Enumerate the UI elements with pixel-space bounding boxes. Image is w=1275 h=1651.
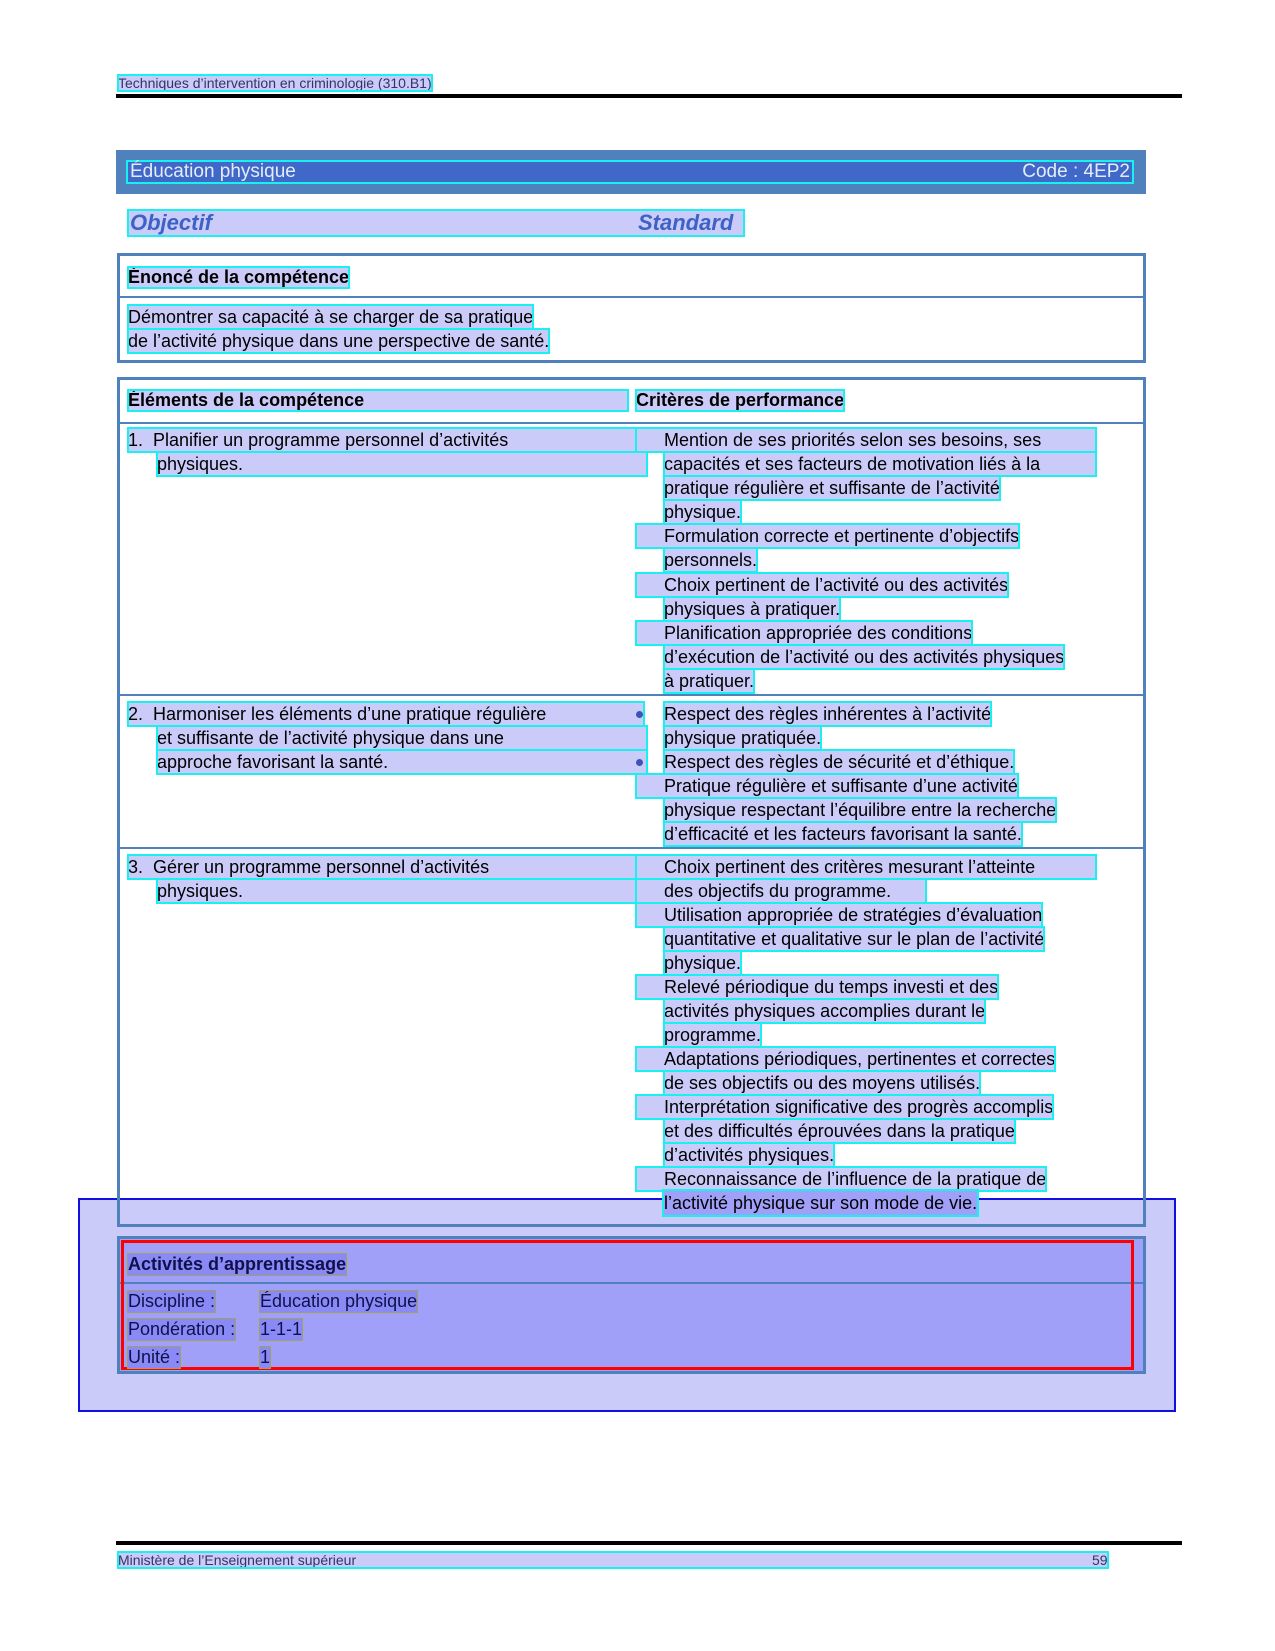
row-divider-2 bbox=[120, 847, 1143, 849]
criterion-3-6-line-1: Reconnaissance de l’influence de la pratique de bbox=[636, 1167, 1046, 1191]
ponderation-value: 1-1-1 bbox=[260, 1319, 303, 1339]
element-1-line-1 bbox=[128, 428, 644, 452]
criterion-2-1-line-1: Respect des règles inhérentes à l’activité bbox=[664, 704, 992, 724]
enonce-title: Énoncé de la compétence bbox=[128, 267, 350, 287]
activities-title: Activités d’apprentissage bbox=[128, 1254, 347, 1274]
criterion-3-5-line-2: et des difficultés éprouvées dans la pratique bbox=[664, 1121, 1015, 1141]
criterion-1-2-line-1: Formulation correcte et pertinente d’objectifs bbox=[636, 524, 1019, 548]
col-header-elements: Éléments de la compétence bbox=[128, 390, 628, 411]
course-banner bbox=[116, 150, 1146, 194]
element-2-line-1 bbox=[128, 702, 644, 726]
criterion-1-2-line-2: personnels. bbox=[664, 550, 758, 570]
enonce-divider bbox=[120, 296, 1143, 298]
page-number: 59 bbox=[1092, 1552, 1108, 1568]
criterion-3-1-line-1: Choix pertinent des critères mesurant l’atteinte bbox=[636, 855, 1096, 879]
footer-ministry: Ministère de l’Enseignement supérieur bbox=[118, 1552, 1108, 1568]
element-1-line-2: physiques. bbox=[157, 452, 647, 476]
element-3-text: Gérer un programme personnel d’activités bbox=[153, 857, 490, 877]
criterion-3-3-line-3: programme. bbox=[664, 1025, 762, 1045]
criterion-3-1-line-2: des objectifs du programme. bbox=[636, 879, 926, 903]
bullet-icon bbox=[636, 711, 643, 718]
criterion-2-2-line-1: Respect des règles de sécurité et d’éthique. bbox=[664, 752, 1015, 772]
criterion-2-1-line-2: physique pratiquée. bbox=[664, 728, 822, 748]
course-code: Code : 4EP2 bbox=[1022, 161, 1130, 182]
criterion-3-4-line-1: Adaptations périodiques, pertinentes et correctes bbox=[636, 1047, 1055, 1071]
element-3-line-2: physiques. bbox=[157, 879, 647, 903]
footer-rule bbox=[116, 1541, 1182, 1545]
criterion-1-4-line-3: à pratiquer. bbox=[664, 671, 755, 691]
element-3-line-1 bbox=[128, 855, 644, 879]
discipline-value: Éducation physique bbox=[260, 1291, 418, 1311]
element-2-line-3: approche favorisant la santé. bbox=[157, 750, 647, 774]
element-3-number: 3. bbox=[128, 857, 144, 877]
ponderation-label: Pondération : bbox=[128, 1319, 236, 1339]
criterion-3-5-line-1: Interprétation significative des progrès accomplis bbox=[636, 1095, 1053, 1119]
objectif-standard-bar bbox=[128, 210, 744, 236]
criterion-2-3-line-3: d’efficacité et les facteurs favorisant la santé. bbox=[664, 824, 1022, 844]
unite-value: 1 bbox=[260, 1347, 271, 1367]
enonce-line-1: Démontrer sa capacité à se charger de sa pratique bbox=[128, 307, 534, 327]
discipline-label: Discipline : bbox=[128, 1291, 216, 1311]
col-header-criteria: Critères de performance bbox=[636, 390, 845, 410]
element-2-number: 2. bbox=[128, 704, 144, 724]
elements-table-bottom-edge bbox=[117, 1198, 1146, 1227]
objectif-label: Objectif bbox=[130, 210, 212, 235]
criterion-3-3-line-1: Relevé périodique du temps investi et des bbox=[636, 975, 998, 999]
criterion-2-3-line-2: physique respectant l’équilibre entre la recherche bbox=[664, 800, 1057, 820]
standard-label: Standard bbox=[638, 210, 734, 235]
criterion-1-3-line-2: physiques à pratiquer. bbox=[664, 599, 841, 619]
criterion-1-4-line-2: d’exécution de l’activité ou des activités physiques bbox=[664, 647, 1065, 667]
row-divider-1 bbox=[120, 694, 1143, 696]
criterion-1-1-line-1: Mention de ses priorités selon ses besoins, ses bbox=[636, 428, 1096, 452]
criterion-3-5-line-3: d’activités physiques. bbox=[664, 1145, 835, 1165]
criterion-1-4-line-1: Planification appropriée des conditions bbox=[636, 621, 972, 645]
course-title: Éducation physique bbox=[130, 161, 296, 182]
criterion-3-6-line-2: l’activité physique sur son mode de vie. bbox=[664, 1193, 978, 1213]
criterion-1-3-line-1: Choix pertinent de l’activité ou des activités bbox=[636, 573, 1008, 597]
element-2-line-2: et suffisante de l’activité physique dans une bbox=[157, 726, 647, 750]
document-header-program: Techniques d’intervention en criminologie (310.B1) bbox=[118, 75, 432, 91]
criterion-3-2-line-2: quantitative et qualitative sur le plan de l’activité bbox=[664, 929, 1045, 949]
bullet-icon bbox=[636, 759, 643, 766]
header-rule bbox=[116, 94, 1182, 98]
criterion-3-3-line-2: activités physiques accomplies durant le bbox=[664, 1001, 986, 1021]
criterion-1-1-line-2: capacités et ses facteurs de motivation liés à la bbox=[664, 452, 1096, 476]
unite-label: Unité : bbox=[128, 1347, 181, 1367]
element-2-text: Harmoniser les éléments d’une pratique régulière bbox=[153, 704, 547, 724]
criterion-1-1-line-4: physique. bbox=[664, 502, 742, 522]
criterion-3-4-line-2: de ses objectifs ou des moyens utilisés. bbox=[664, 1073, 981, 1093]
enonce-line-2: de l’activité physique dans une perspective de santé. bbox=[128, 331, 550, 351]
criterion-1-1-line-3: pratique régulière et suffisante de l’activité bbox=[664, 478, 1000, 498]
criterion-3-2-line-3: physique. bbox=[664, 953, 742, 973]
element-1-number: 1. bbox=[128, 430, 144, 450]
element-1-text: Planifier un programme personnel d’activités bbox=[153, 430, 509, 450]
elements-header-divider bbox=[120, 422, 1143, 424]
criterion-3-2-line-1: Utilisation appropriée de stratégies d’évaluation bbox=[636, 903, 1042, 927]
criterion-2-3-line-1: Pratique régulière et suffisante d’une activité bbox=[636, 774, 1018, 798]
